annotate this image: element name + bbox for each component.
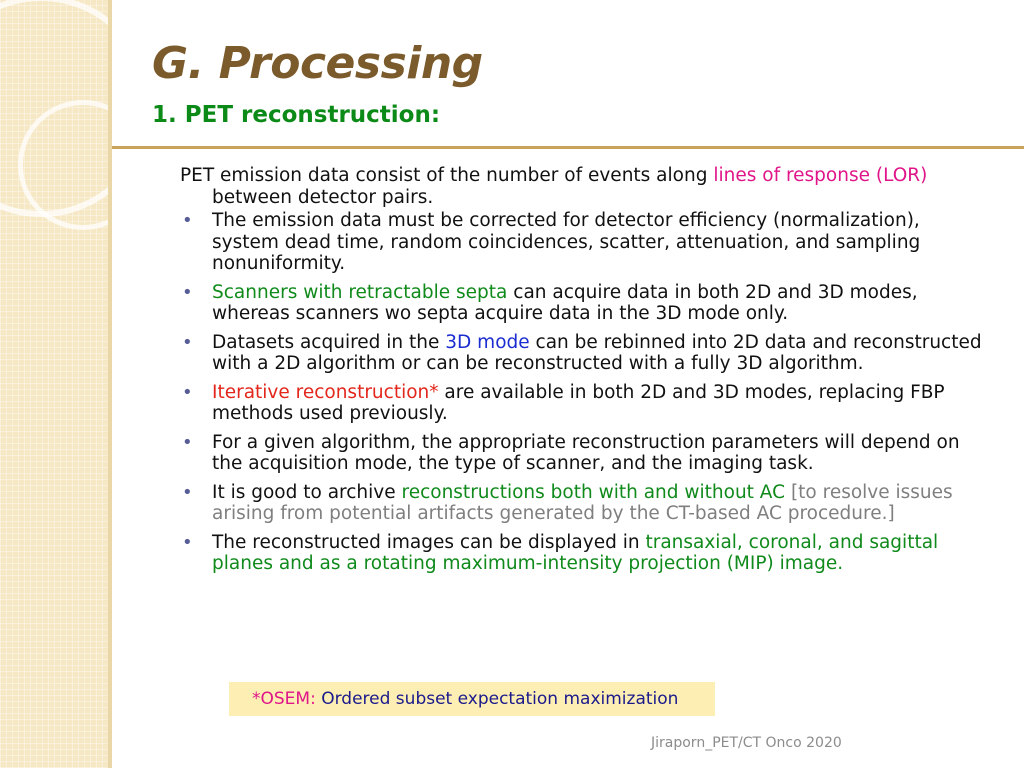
- bullet-dot-icon: •: [182, 481, 193, 503]
- bullet-highlight: reconstructions both with and without AC: [401, 481, 786, 503]
- intro-highlight: lines of response (LOR): [713, 165, 928, 186]
- bullet-highlight: Iterative reconstruction*: [212, 381, 439, 403]
- bullet-dot-icon: •: [182, 331, 193, 353]
- bullet-highlight: 3D mode: [445, 331, 530, 353]
- bullet-text-end: can be rebinned into 2D data and reconstructed with a 2D algorithm or can be reconstructed with a fully 3D algorithm.: [212, 331, 982, 374]
- bullet-item: [180, 432, 990, 475]
- footnote-box: [229, 682, 715, 716]
- slide-subtitle: 1. PET reconstruction:: [152, 102, 441, 128]
- bullet-item: [180, 282, 990, 325]
- bullet-item: [180, 382, 990, 425]
- intro-text: PET emission data consist of the number of events along: [180, 165, 714, 186]
- intro-text-end: between detector pairs.: [212, 186, 434, 208]
- bullet-text: Datasets acquired in the: [212, 331, 446, 353]
- bullet-text: It is good to archive: [212, 481, 402, 503]
- bullet-text: The reconstructed images can be displayed in: [212, 531, 646, 553]
- bullet-item: [180, 482, 990, 525]
- decorative-side-panel: [0, 0, 112, 768]
- footnote-text: Ordered subset expectation maximization: [315, 689, 679, 709]
- bullet-item: [180, 532, 990, 575]
- bullet-note: [to resolve issues arising from potential artifacts generated by the CT-based AC procedure.]: [212, 481, 953, 524]
- bullet-text: are available in both 2D and 3D modes, replacing FBP methods used previously.: [212, 381, 945, 424]
- intro-paragraph: [180, 165, 990, 208]
- bullet-dot-icon: •: [182, 431, 193, 453]
- bullet-dot-icon: •: [182, 281, 193, 303]
- bullet-text: For a given algorithm, the appropriate reconstruction parameters will depend on the acquisition mode, the type of scanner, and the imaging task.: [212, 431, 960, 474]
- bullet-highlight: transaxial, coronal, and sagittal planes and as a rotating maximum-intensity projection (MIP) image.: [212, 531, 939, 574]
- bullet-text: can acquire data in both 2D and 3D modes, whereas scanners wo septa acquire data in the 3D mode only.: [212, 281, 918, 324]
- bullet-highlight: Scanners with retractable septa: [212, 281, 508, 303]
- bullet-text: The emission data must be corrected for detector efficiency (normalization), system dead time, random coincidences, scatter, attenuation, and sampling nonuniformity.: [212, 210, 921, 274]
- bullet-dot-icon: •: [182, 210, 193, 231]
- slide-credit: Jiraporn_PET/CT Onco 2020: [651, 735, 842, 751]
- bullet-list: [180, 210, 990, 575]
- slide-body: [180, 165, 990, 582]
- bullet-dot-icon: •: [182, 531, 193, 553]
- slide-title: G. Processing: [152, 38, 483, 89]
- footnote-abbreviation: *OSEM:: [252, 689, 316, 709]
- bullet-dot-icon: •: [182, 381, 193, 403]
- title-divider: [112, 146, 1024, 149]
- bullet-item: [180, 210, 990, 275]
- bullet-item: [180, 332, 990, 375]
